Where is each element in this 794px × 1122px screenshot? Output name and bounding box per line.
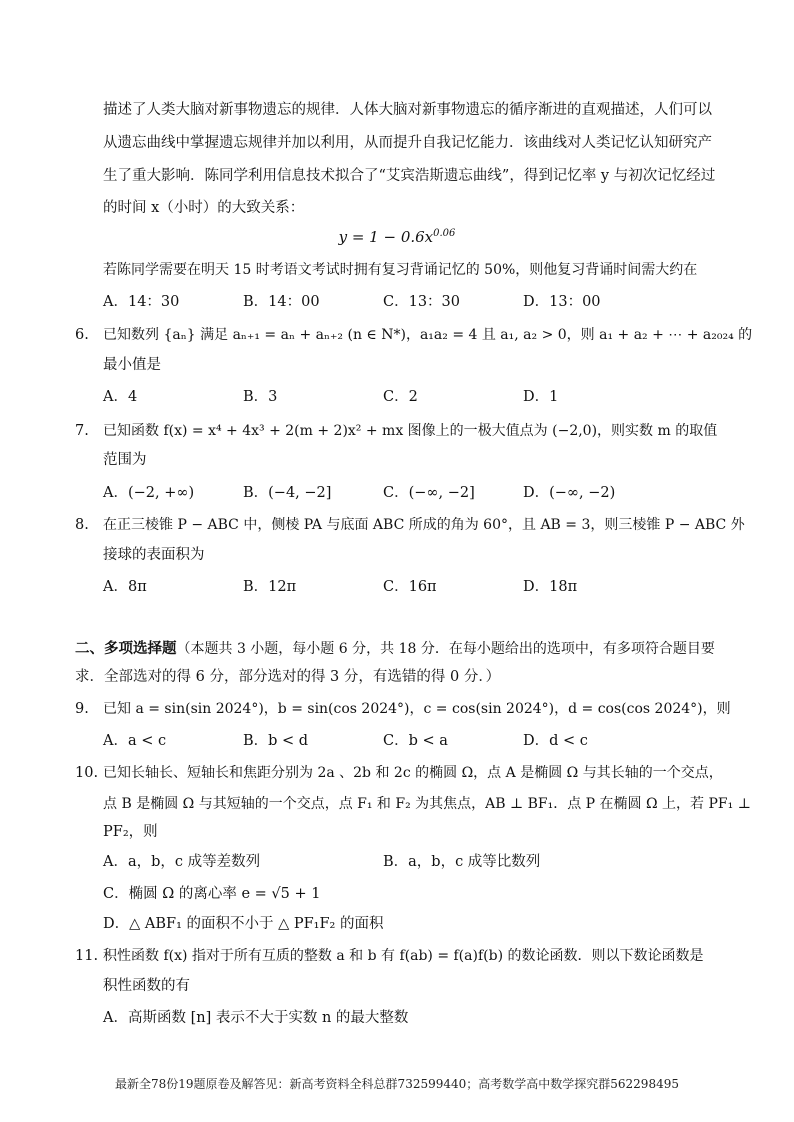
q6-line-1: 已知数列 {aₙ} 满足 aₙ₊₁ = aₙ + aₙ₊₂ (n ∈ N*)，a₁a₂ = 4 且 a₁, a₂ > 0，则 a₁ + a₂ + ⋯ + a₂₀₂₄ 的 xyxy=(103,327,753,343)
q9-number: 9. xyxy=(75,701,89,717)
q6-number: 6. xyxy=(75,327,89,343)
q10-line-1: 已知长轴长、短轴长和焦距分别为 2a 、2b 和 2c 的椭圆 Ω，点 A 是椭圆 Ω 与其长轴的一个交点， xyxy=(103,765,723,781)
q7-option-d: D．(−∞, −2) xyxy=(523,485,616,501)
q9-option-d: D．d < c xyxy=(523,733,588,749)
q6-option-b: B．3 xyxy=(243,389,278,405)
q5-option-b: B．14：00 xyxy=(243,294,320,310)
intro-line-3: 生了重大影响．陈同学利用信息技术拟合了“艾宾浩斯遗忘曲线”，得到记忆率 y 与初次记忆经过 xyxy=(103,168,716,184)
q10-number: 10. xyxy=(75,765,99,781)
section-2-title: 二、多项选择题 xyxy=(75,640,177,657)
q9-option-c: C．b < a xyxy=(383,733,448,749)
q5-option-a: A．14：30 xyxy=(103,294,180,310)
intro-line-5: 若陈同学需要在明天 15 时考语文考试时拥有复习背诵记忆的 50%，则他复习背诵时间需大约在 xyxy=(103,262,698,278)
q8-option-b: B．12π xyxy=(243,579,297,595)
q6-option-a: A．4 xyxy=(103,389,138,405)
q10-line-3: PF₂，则 xyxy=(103,824,158,840)
q10-option-c: C．椭圆 Ω 的离心率 e = √5 + 1 xyxy=(103,886,321,902)
q10-option-b: B．a，b，c 成等比数列 xyxy=(383,854,541,870)
q11-option-a: A．高斯函数 [n] 表示不大于实数 n 的最大整数 xyxy=(103,1010,409,1026)
q8-option-d: D．18π xyxy=(523,579,578,595)
q8-option-c: C．16π xyxy=(383,579,437,595)
intro-line-1: 描述了人类大脑对新事物遗忘的规律．人体大脑对新事物遗忘的循序渐进的直观描述，人们可以 xyxy=(103,102,712,118)
section-2-heading xyxy=(75,639,715,659)
q7-number: 7. xyxy=(75,423,89,439)
q9-option-b: B．b < d xyxy=(243,733,309,749)
q5-option-d: D．13：00 xyxy=(523,294,601,310)
section-2-desc-1: （本题共 3 小题，每小题 6 分，共 18 分．在每小题给出的选项中，有多项符合题目要 xyxy=(176,641,715,657)
q7-option-c: C．(−∞, −2] xyxy=(383,485,475,501)
q11-line-2: 积性函数的有 xyxy=(103,978,190,994)
q10-line-2: 点 B 是椭圆 Ω 与其短轴的一个交点，点 F₁ 和 F₂ 为其焦点，AB ⊥ BF₁．点 P 在椭圆 Ω 上，若 PF₁ ⊥ xyxy=(103,796,751,812)
formula-text: $y = 1 - 0.6x^{0.06}$ xyxy=(338,228,456,246)
q8-option-a: A．8π xyxy=(103,579,147,595)
q8-line-1: 在正三棱锥 P − ABC 中，侧棱 PA 与底面 ABC 所成的角为 60°，且 AB = 3，则三棱锥 P − ABC 外 xyxy=(103,517,745,533)
q6-option-d: D．1 xyxy=(523,389,559,405)
q7-option-b: B．(−4, −2] xyxy=(243,485,332,501)
q7-option-a: A．(−2, +∞) xyxy=(103,485,195,501)
q10-option-d: D．△ ABF₁ 的面积不小于 △ PF₁F₂ 的面积 xyxy=(103,916,384,932)
q6-line-2: 最小值是 xyxy=(103,357,161,373)
q6-option-c: C．2 xyxy=(383,389,418,405)
q8-number: 8. xyxy=(75,517,89,533)
intro-line-4: 的时间 x（小时）的大致关系： xyxy=(103,200,305,216)
q11-line-1: 积性函数 f(x) 指对于所有互质的整数 a 和 b 有 f(ab) = f(a)f(b) 的数论函数．则以下数论函数是 xyxy=(103,948,704,964)
page-footer: 最新全78份19题原卷及解答见：新高考资料全科总群732599440；高考数学高中数学探究群562298495 xyxy=(115,1077,679,1091)
intro-formula xyxy=(0,228,794,246)
q10-option-a: A．a，b，c 成等差数列 xyxy=(103,854,261,870)
q9-option-a: A．a < c xyxy=(103,733,167,749)
q11-number: 11. xyxy=(75,948,99,964)
q9-line-1: 已知 a = sin(sin 2024°)，b = sin(cos 2024°)，c = cos(sin 2024°)，d = cos(cos 2024°)，则 xyxy=(103,701,731,717)
section-2-desc-2: 求．全部选对的得 6 分，部分选对的得 3 分，有选错的得 0 分．） xyxy=(75,669,501,685)
q8-line-2: 接球的表面积为 xyxy=(103,547,205,563)
intro-line-2: 从遗忘曲线中掌握遗忘规律并加以利用，从而提升自我记忆能力．该曲线对人类记忆认知研究产 xyxy=(103,135,712,151)
q7-line-1: 已知函数 f(x) = x⁴ + 4x³ + 2(m + 2)x² + mx 图像上的一极大值点为 (−2,0)，则实数 m 的取值 xyxy=(103,423,718,439)
q7-line-2: 范围为 xyxy=(103,452,147,468)
q5-option-c: C．13：30 xyxy=(383,294,460,310)
